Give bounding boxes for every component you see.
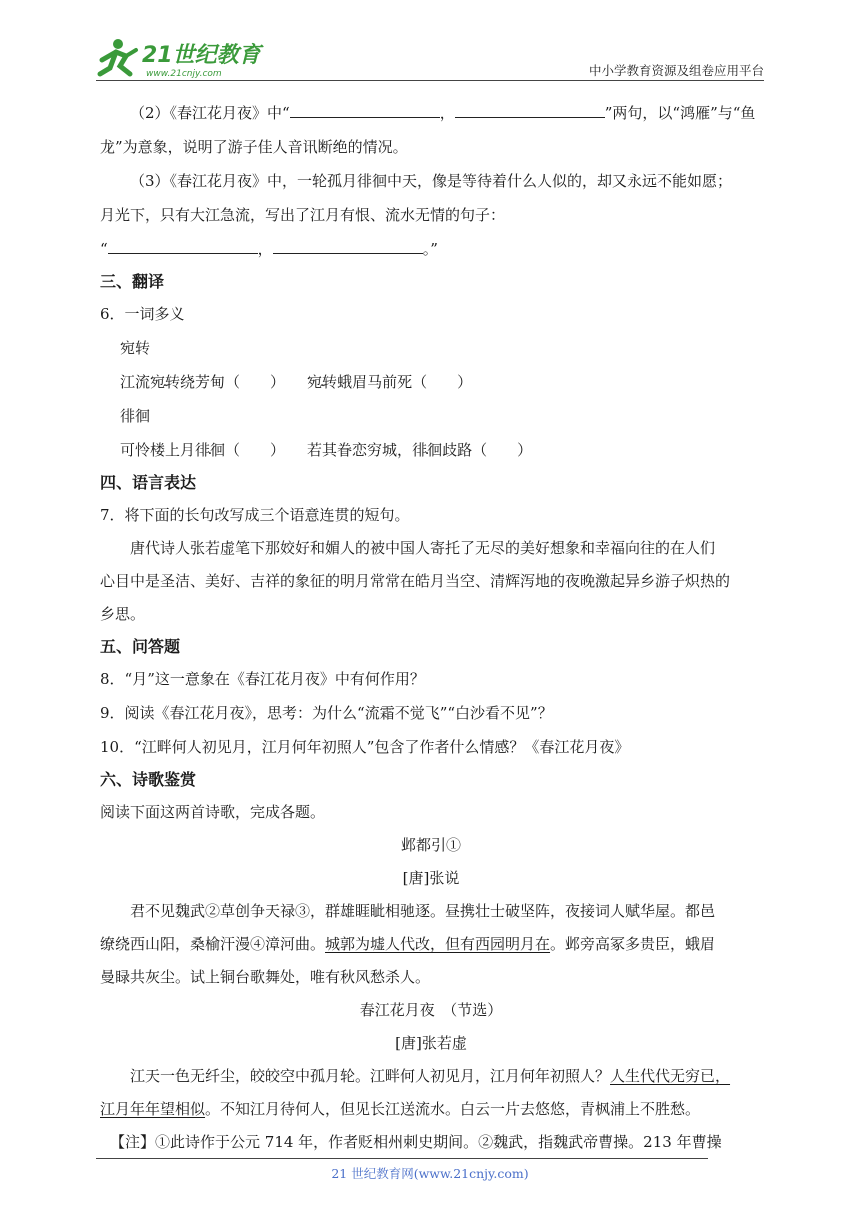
section-title-poetry: 六、诗歌鉴赏 xyxy=(100,770,197,789)
answer-blank[interactable] xyxy=(273,239,423,254)
runner-logo-icon xyxy=(96,34,266,82)
poem1-title: 邺都引① xyxy=(400,836,461,854)
q9: 9．阅读《春江花月夜》，思考：为什么“流霜不觉飞”“白沙看不见”？ xyxy=(100,704,553,722)
section-title-qa: 五、问答题 xyxy=(100,637,181,656)
poem-note: 【注】①此诗作于公元 714 年，作者贬相州刺史期间。②魏武，指魏武帝曹操。213 年曹操 xyxy=(110,1133,722,1151)
svg-text:21世纪教育: 21世纪教育 xyxy=(142,43,261,68)
section-title-translation: 三、翻译 xyxy=(100,272,165,291)
underlined-verse: 城郭为墟人代改，但有西园明月在 xyxy=(325,935,551,953)
q7: 7．将下面的长句改写成三个语意连贯的短句。 xyxy=(100,506,410,524)
q5-item3-cont: 月光下，只有大江急流，写出了江月有恨、流水无情的句子： xyxy=(100,206,506,224)
poem1-line: 曼睩共灰尘。试上铜台歌舞处，唯有秋风愁杀人。 xyxy=(100,968,431,986)
q7-passage-line: 心目中是圣洁、美好、吉祥的象征的明月常常在皓月当空、清辉泻地的夜晚激起异乡游子炽热的 xyxy=(100,572,731,590)
q10: 10．“江畔何人初见月，江月何年初照人”包含了作者什么情感？《春江花月夜》 xyxy=(100,738,630,756)
q6: 6．一词多义 xyxy=(100,305,185,323)
poem2-author: [唐]张若虚 xyxy=(395,1034,467,1052)
q7-passage-line: 乡思。 xyxy=(100,605,146,623)
site-logo xyxy=(96,34,266,82)
document-body xyxy=(100,96,762,1159)
answer-blank[interactable] xyxy=(108,239,258,254)
poetry-intro: 阅读下面这两首诗歌，完成各题。 xyxy=(100,803,326,821)
q6-word1: 宛转 xyxy=(120,339,151,357)
poem1-line: 缭绕西山阳，桑榆汗漫④漳河曲。城郭为墟人代改，但有西园明月在。邺旁高冢多贵臣，蛾眉 xyxy=(100,935,716,953)
poem2-title: 春江花月夜 （节选） xyxy=(359,1001,503,1019)
poem1-line: 君不见魏武②草创争天禄③，群雄睚眦相驰逐。昼携壮士破坚阵，夜接词人赋华屋。都邑 xyxy=(130,902,716,920)
q5-item2-cont: 龙”为意象，说明了游子佳人音讯断绝的情况。 xyxy=(100,138,408,156)
underlined-verse: 江月年年望相似 xyxy=(100,1100,206,1118)
header-divider xyxy=(96,80,764,81)
poem1-author: [唐]张说 xyxy=(402,869,460,887)
underlined-verse: 人生代代无穷已， xyxy=(610,1067,731,1085)
answer-blank[interactable] xyxy=(455,103,605,118)
q5-item2: （2）《春江花月夜》中“ ， ”两句，以“鸿雁”与“鱼 xyxy=(130,104,756,122)
q6-word2-sentences: 可怜楼上月徘徊 ·（ ） 若其眷恋穷城，徘徊 ·歧路（ ） xyxy=(100,433,762,467)
q6-word2: 徘徊 xyxy=(120,407,151,425)
q7-passage-line: 唐代诗人张若虚笔下那姣好和媚人的被中国人寄托了无尽的美好想象和幸福向往的在人们 xyxy=(130,539,716,557)
q5-item3-blanks: “ ， 。” xyxy=(100,240,438,258)
footer-divider xyxy=(96,1158,708,1159)
answer-blank[interactable] xyxy=(290,103,440,118)
q6-word1-sentences: 江流宛转 ·绕芳甸（ ） 宛转 ·蛾眉马前死（ ） xyxy=(100,365,762,399)
poem2-line: 江月年年望相似。不知江月待何人，但见长江送流水。白云一片去悠悠，青枫浦上不胜愁。 xyxy=(100,1100,701,1118)
header-tagline: 中小学教育资源及组卷应用平台 xyxy=(588,63,764,78)
poem2-line: 江天一色无纤尘，皎皎空中孤月轮。江畔何人初见月，江月何年初照人？人生代代无穷已， xyxy=(130,1067,731,1085)
svg-text:www.21cnjy.com: www.21cnjy.com xyxy=(146,69,222,79)
q5-item3: （3）《春江花月夜》中，一轮孤月徘徊中天，像是等待着什么人似的，却又永远不能如愿； xyxy=(130,172,733,190)
q8: 8．“月”这一意象在《春江花月夜》中有何作用？ xyxy=(100,670,425,688)
section-title-language: 四、语言表达 xyxy=(100,473,197,492)
footer-link[interactable]: 21 世纪教育网(www.21cnjy.com) xyxy=(331,1166,529,1181)
